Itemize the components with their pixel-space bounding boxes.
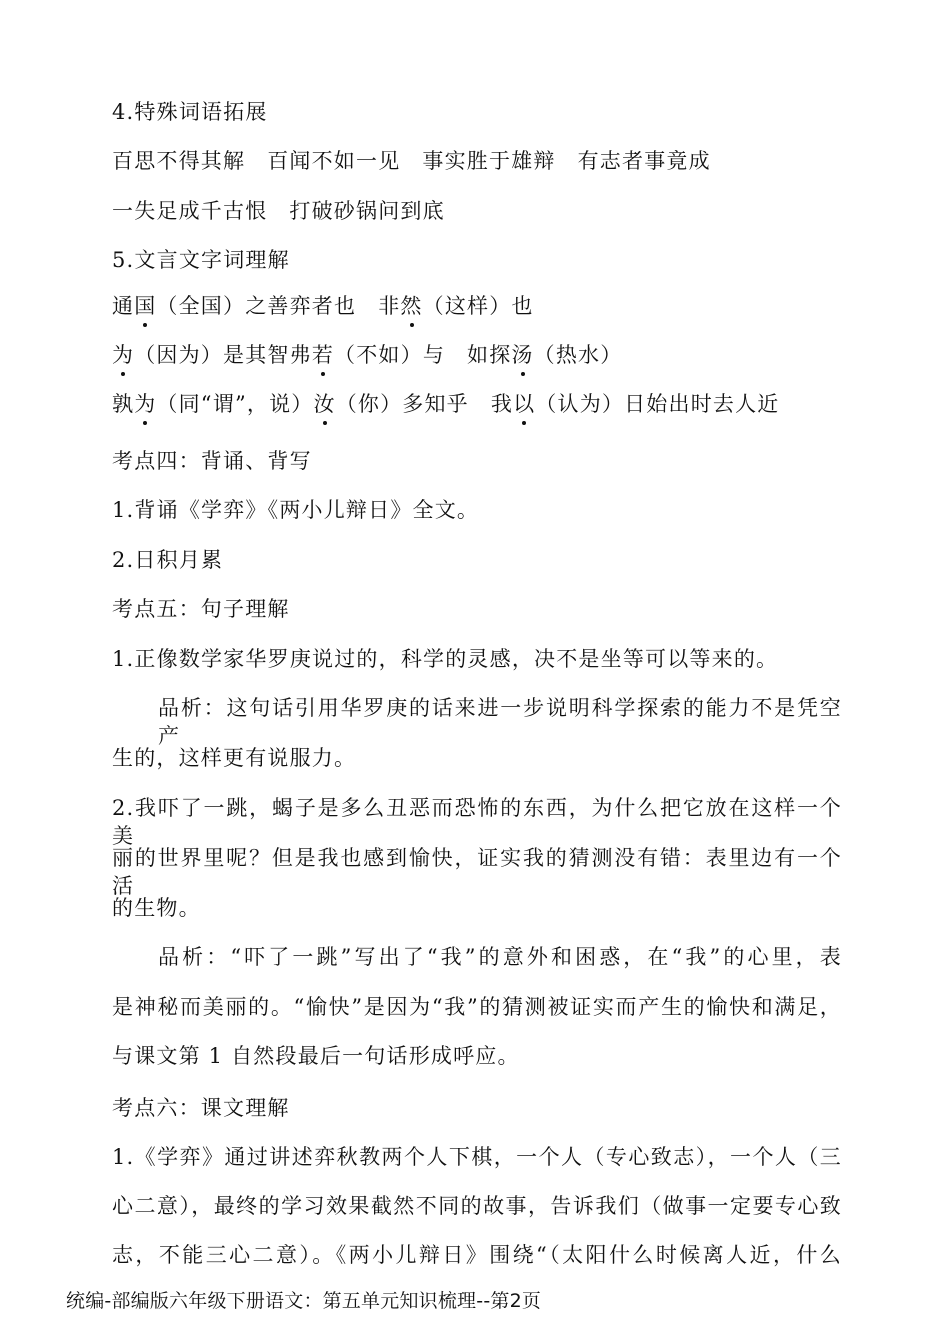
text-run: 非 [378, 294, 401, 318]
text-run: （同“谓”，说） [156, 392, 314, 416]
text-run: 如探 [467, 343, 512, 367]
text-run: （全国）之善弈者也 [156, 294, 357, 318]
analysis-2-line-3: 与课文第 1 自然段最后一句话形成呼应。 [112, 1044, 520, 1068]
section-5-title: 5.文言文字词理解 [112, 248, 290, 272]
idiom: 百闻不如一见 [267, 149, 401, 173]
text-run: （你）多知乎 [335, 392, 469, 416]
text-run: （不如）与 [334, 343, 446, 367]
text-run: 通 [112, 294, 135, 318]
dotted-char: 然 [400, 294, 423, 318]
section-4-title: 4.特殊词语拓展 [112, 100, 268, 124]
sentence-2-line-1: 2.我吓了一跳，蝎子是多么丑恶而恐怖的东西，为什么把它放在这样一个美 [112, 796, 842, 848]
sentence-2-line-2: 丽的世界里呢？但是我也感到愉快，证实我的猜测没有错：表里边有一个活 [112, 846, 842, 898]
text-understanding-line-1: 1.《学弈》通过讲述弈秋教两个人下棋，一个人（专心致志），一个人（三 [112, 1145, 842, 1169]
text-understanding-line-3: 志，不能三心二意）。《两小儿辩日》围绕“（太阳什么时候离人近，什么 [112, 1243, 842, 1267]
dotted-char: 为 [112, 343, 135, 367]
idiom: 事实胜于雄辩 [422, 149, 556, 173]
dotted-char: 为 [134, 392, 157, 416]
dotted-char: 汝 [313, 392, 336, 416]
text-run: （热水） [533, 343, 623, 367]
classical-line-1 [112, 292, 842, 320]
idiom: 有志者事竟成 [577, 149, 711, 173]
kaodian-4-item-1: 1.背诵《学弈》《两小儿辩日》全文。 [112, 498, 480, 522]
text-run: 我 [490, 392, 514, 416]
kaodian-6-title: 考点六：课文理解 [112, 1096, 290, 1120]
dotted-char: 汤 [511, 343, 534, 367]
text-run: 孰 [112, 392, 135, 416]
idiom: 百思不得其解 [112, 149, 246, 173]
sentence-1: 1.正像数学家华罗庚说过的，科学的灵感，决不是坐等可以等来的。 [112, 647, 779, 671]
classical-line-2 [112, 341, 842, 369]
kaodian-4-title: 考点四：背诵、背写 [112, 449, 312, 473]
analysis-2-line-2: 是神秘而美丽的。“愉快”是因为“我”的猜测被证实而产生的愉快和满足， [112, 995, 842, 1019]
idiom: 打破砂锅问到底 [289, 199, 445, 223]
classical-line-3 [112, 390, 842, 418]
text-understanding-line-2: 心二意），最终的学习效果截然不同的故事，告诉我们（做事一定要专心致 [112, 1194, 842, 1218]
text-run: （因为）是其智弗 [134, 343, 312, 367]
kaodian-4-item-2: 2.日积月累 [112, 548, 224, 572]
dotted-char: 以 [513, 392, 536, 416]
kaodian-5-title: 考点五：句子理解 [112, 597, 290, 621]
analysis-1-line-2: 生的，这样更有说服力。 [112, 746, 357, 770]
sentence-2-line-3: 的生物。 [112, 896, 201, 920]
analysis-1-line-1: 品析：这句话引用华罗庚的话来进一步说明科学探索的能力不是凭空产 [158, 696, 842, 748]
idiom: 一失足成千古恨 [112, 199, 268, 223]
idioms-line-1 [112, 147, 842, 175]
page-footer: 统编-部编版六年级下册语文：第五单元知识梳理--第2页 [66, 1290, 542, 1312]
analysis-2-line-1: 品析：“吓了一跳”写出了“我”的意外和困惑，在“我”的心里，表 [158, 945, 842, 969]
idioms-line-2 [112, 197, 842, 225]
text-run: （这样）也 [422, 294, 534, 318]
dotted-char: 若 [311, 343, 335, 367]
text-run: （认为）日始出时去人近 [535, 392, 780, 416]
dotted-char: 国 [134, 294, 157, 318]
